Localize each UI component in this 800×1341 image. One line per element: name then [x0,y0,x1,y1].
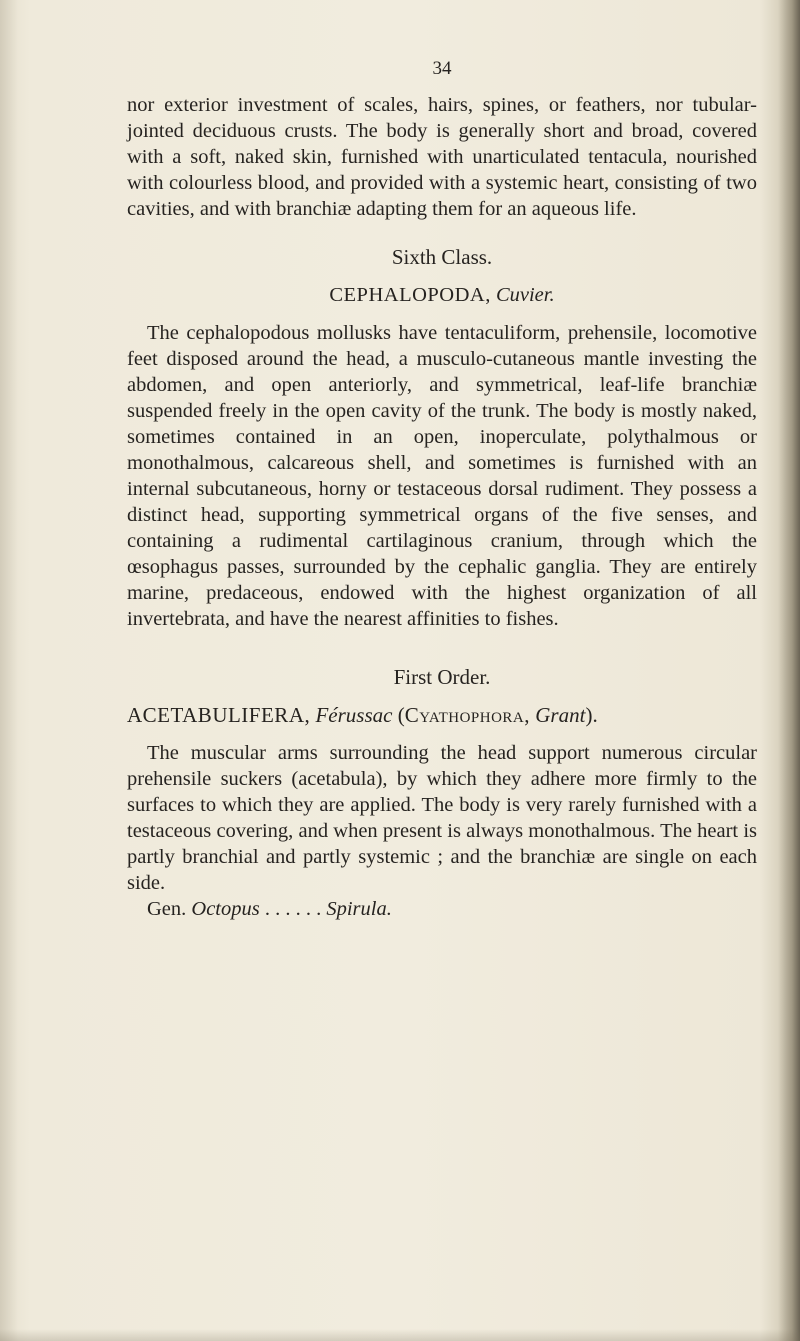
genus-second: Spirula. [326,898,392,920]
order-synonym-open: ( [397,703,405,727]
page-bottom-shadow [0,1329,800,1341]
class-title: Sixth Class. [391,245,493,269]
page-number: 34 [432,58,452,79]
order-synonym-close: ). [585,703,598,727]
class-name: CEPHALOPODA, [329,284,491,306]
genera-line [127,896,757,922]
order-synonym-name: Cyathophora, [404,703,531,727]
order-title: First Order. [393,665,491,689]
genera-dots: . . . . . . [264,898,322,920]
order-name: ACETABULIFERA, [127,703,311,727]
section-spacer [127,632,757,642]
page-gutter-shadow [0,0,18,1341]
page-edge-shadow [778,0,800,1341]
order-heading [127,702,757,728]
intro-paragraph: nor exterior investment of scales, hairs, spines, or feathers, nor tubular-jointed deciduous crusts. The body is generally short and broad, covered with a soft, naked skin, furnished with unarticulated tentacula, nourished with colourless blood, and provided with a systemic heart, consisting of two cavities, and with branchiæ adapting them for an aqueous life. [127,94,757,220]
genera-label: Gen. [147,898,187,920]
class-author: Cuvier. [495,284,555,306]
order-author: Férussac [315,703,393,727]
genus-first: Octopus [191,898,260,920]
page-text [127,56,757,922]
class-heading [127,282,757,308]
cephalopoda-paragraph: The cephalopodous mollusks have tentaculiform, prehensile, locomotive feet disposed around the head, a musculo-cutaneous mantle investing the abdomen, and open anteriorly, and symmetrical, leaf-life branchiæ suspended freely in the open cavity of the trunk. The body is mostly naked, sometimes contained in an open, inoperculate, polythalmous or monothalmous, calcareous shell, and sometimes is furnished with an internal subcutaneous, horny or testaceous dorsal rudiment. They possess a distinct head, supporting symmetrical organs of the five senses, and containing a rudimental cartilaginous cranium, through which the œsophagus passes, surrounded by the cephalic ganglia. They are entirely marine, predaceous, endowed with the highest organization of all invertebrata, and have the nearest affinities to fishes. [127,322,757,630]
acetabulifera-paragraph: The muscular arms surrounding the head support numerous circular prehensile suckers (acetabula), by which they adhere more firmly to the surfaces to which they are applied. The body is very rarely furnished with a testaceous covering, and when present is always monothalmous. The heart is partly branchial and partly systemic ; and the branchiæ are single on each side. [127,742,757,894]
order-synonym-author: Grant [535,703,586,727]
